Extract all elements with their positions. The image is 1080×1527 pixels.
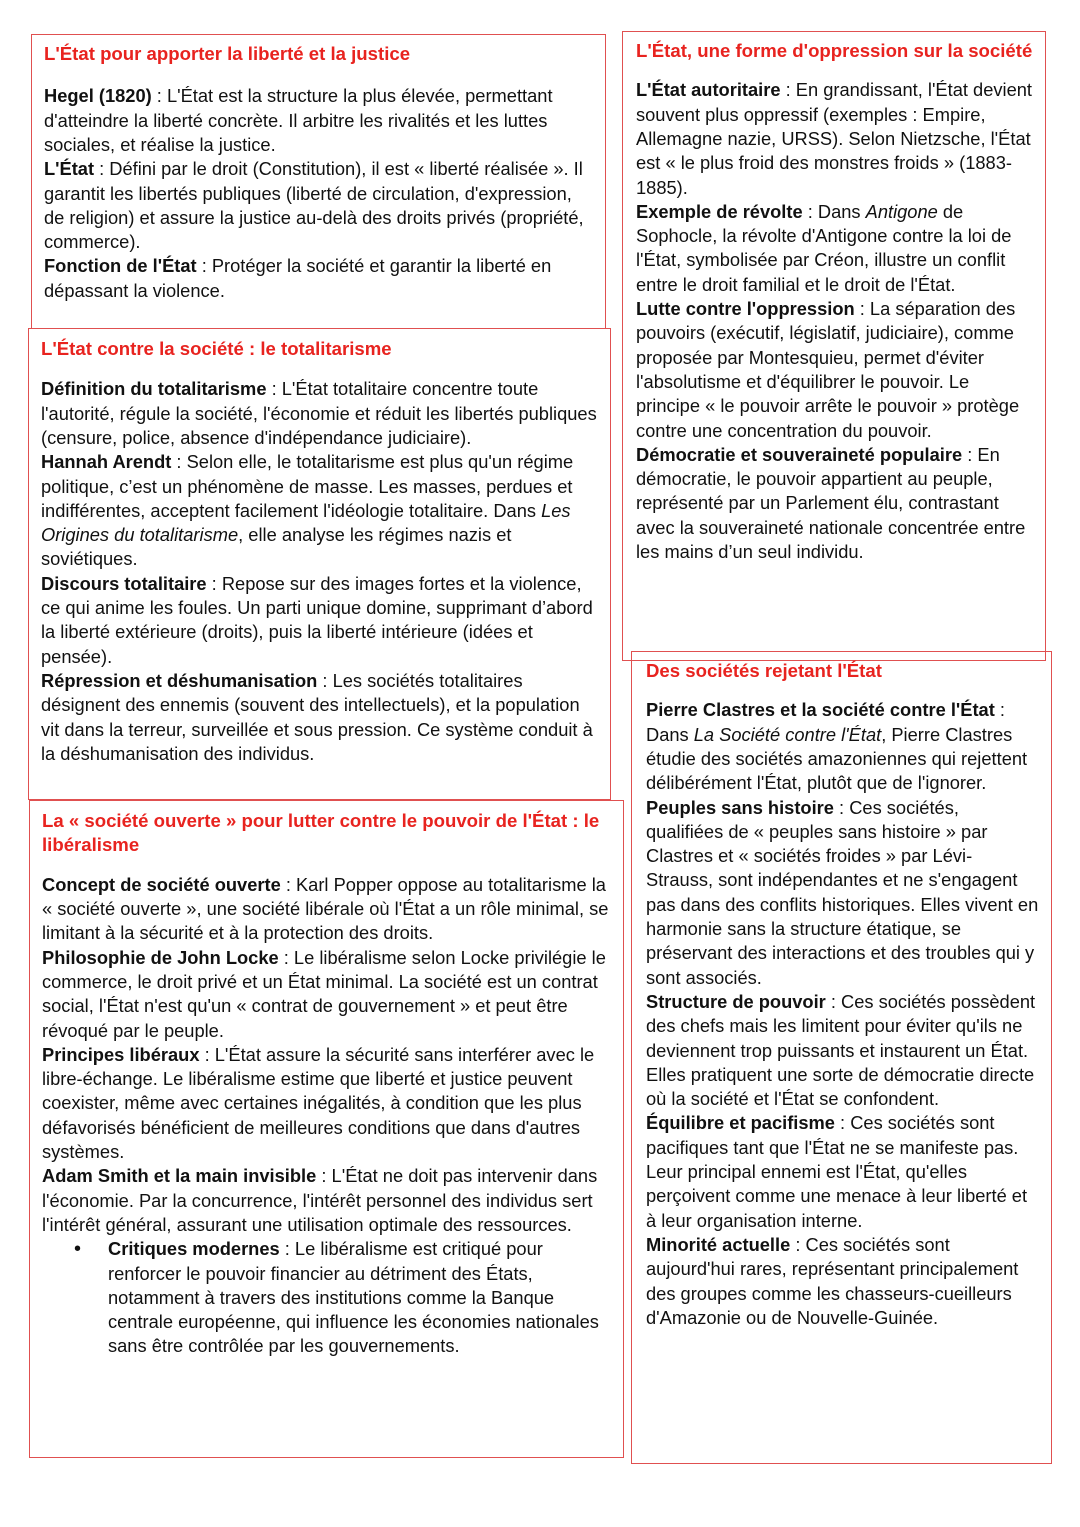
text: : La séparation des pouvoirs (exécutif, législatif, judiciaire), comme proposée par Montesquieu, permet d'éviter l'absolutisme et d'équilibrer le pouvoir. Le principe « le pouvoir arrête le pouvoir » protège contre une concentration du pouvoir. xyxy=(636,298,1020,441)
section-liberte-justice xyxy=(31,34,606,329)
term: Pierre Clastres et la société contre l'État xyxy=(646,699,995,721)
text: : Ces sociétés possèdent des chefs mais les limitent pour éviter qu'ils ne deviennent trop puissants et instaurent un État. Elles pratiquent une sorte de démocratie directe où la société et l'État se confondent. xyxy=(646,990,1036,1110)
bullet-list xyxy=(42,1237,611,1358)
text: : En démocratie, le pouvoir appartient au peuple, représenté par un Parlement élu, contrastant avec la souveraineté nationale concentrée entre les mains d’un seul individu. xyxy=(636,443,1026,563)
book-title: Les Origines du totalitarisme xyxy=(41,499,571,546)
list-item xyxy=(108,1237,611,1358)
section-body xyxy=(646,698,1039,1330)
text: : L'État est la structure la plus élevée, permettant d'atteindre la liberté concrète. Il arbitre les rivalités et les luttes sociales, et réalise la justice. xyxy=(44,85,553,155)
text: : Le libéralisme est critiqué pour renforcer le pouvoir financier au détriment des États, notamment à travers des institutions comme la Banque centrale européenne, qui influence les économies nationales sans être contrôlée par les gouvernements. xyxy=(108,1238,599,1357)
text: : Le libéralisme selon Locke privilégie le commerce, le droit privé et un État minimal. La société est un contrat social, l'État n'est qu'un « contrat de gouvernement » et peut être révoqué par le peuple. xyxy=(42,946,606,1041)
section-body xyxy=(636,78,1033,564)
paragraph xyxy=(636,297,1033,443)
text: : Dans xyxy=(646,699,1005,745)
text: : Karl Popper oppose au totalitarisme la « société ouverte », une société libérale où l'État a un rôle minimal, se limitant à la sécurité et à la protection des droits. xyxy=(42,873,609,944)
paragraph xyxy=(41,572,598,669)
section-societe-ouverte xyxy=(29,800,624,1458)
text: : En grandissant, l'État devient souvent plus oppressif (exemples : Empire, Allemagne nazie, URSS). Selon Nietzsche, l'État est « le plus froid des monstres froids » (1883-1885). xyxy=(636,79,1032,198)
term: Discours totalitaire xyxy=(41,572,207,594)
term: Démocratie et souveraineté populaire xyxy=(636,443,963,465)
text: : Défini par le droit (Constitution), il est « liberté réalisée ». Il garantit les libertés publiques (liberté de circulation, d'expression, de religion) et assure la justice au-delà des droits privés (propriété, commerce). xyxy=(44,158,584,253)
text: : Ces sociétés sont pacifiques tant que l'État ne se manifeste pas. Leur principal ennemi est l'État, qu'elles perçoivent comme une menace à leur liberté et à leur organisation interne. xyxy=(646,1112,1028,1231)
section-title: Des sociétés rejetant l'État xyxy=(646,660,882,681)
paragraph xyxy=(646,990,1039,1111)
term: Structure de pouvoir xyxy=(646,990,826,1012)
section-body xyxy=(44,84,593,303)
paragraph xyxy=(646,796,1039,990)
section-body xyxy=(42,873,611,1359)
paragraph xyxy=(42,1043,611,1164)
paragraph xyxy=(636,200,1033,297)
text: : L'État ne doit pas intervenir dans l'économie. Par la concurrence, l'intérêt personnel des individus sert l'intérêt général, assurant une utilisation optimale des ressources. xyxy=(42,1165,598,1235)
term: Définition du totalitarisme xyxy=(41,378,267,400)
text: : Les sociétés totalitaires désignent des ennemis (souvent des intellectuels), et la population vit dans la terreur, surveillée et sous pression. Ce système conduit à la déshumanisation des individus. xyxy=(41,669,593,764)
paragraph xyxy=(42,1164,611,1237)
section-title: La « société ouverte » pour lutter contre le pouvoir de l'État : le libéralisme xyxy=(42,810,600,856)
paragraph xyxy=(42,946,611,1043)
section-title: L'État, une forme d'oppression sur la société xyxy=(636,40,1033,61)
term: Philosophie de John Locke xyxy=(42,946,279,968)
term: Principes libéraux xyxy=(42,1043,200,1065)
term: L'État autoritaire xyxy=(636,79,781,101)
paragraph xyxy=(41,669,598,766)
paragraph xyxy=(41,377,598,450)
paragraph xyxy=(42,873,611,946)
term: Adam Smith et la main invisible xyxy=(42,1165,317,1187)
paragraph xyxy=(44,157,593,254)
section-rejet-etat xyxy=(631,651,1052,1464)
book-title: Antigone xyxy=(865,200,938,222)
term: Répression et déshumanisation xyxy=(41,669,318,691)
text: : Repose sur des images fortes et la violence, ce qui anime les foules. Un parti unique domine, supprimant d’abord la liberté extérieure (droits), puis la liberté intérieure (idées et pensée). xyxy=(41,572,593,667)
term: Peuples sans histoire xyxy=(646,796,834,818)
paragraph xyxy=(44,254,593,303)
text: de Sophocle, la révolte d'Antigone contre la loi de l'État, symbolisée par Créon, illustre un conflit entre le droit familial et le droit de l'État. xyxy=(636,200,1012,295)
text: : Protéger la société et garantir la liberté en dépassant la violence. xyxy=(44,255,552,301)
term: Fonction de l'État xyxy=(44,255,197,277)
text: : Dans xyxy=(802,200,866,222)
text: : L'État assure la sécurité sans interférer avec le libre-échange. Le libéralisme estime que liberté et justice peuvent coexister, même avec certaines inégalités, à condition que les plus défavorisés bénéficient de meilleures conditions que dans d'autres systèmes. xyxy=(42,1043,595,1163)
term: Lutte contre l'oppression xyxy=(636,298,855,320)
paragraph xyxy=(44,84,593,157)
paragraph xyxy=(636,443,1033,564)
text: : Ces sociétés sont aujourd'hui rares, représentant principalement des groupes comme les chasseurs-cueilleurs d'Amazonie ou de Nouvelle-Guinée. xyxy=(646,1233,1019,1328)
section-title: L'État contre la société : le totalitarisme xyxy=(41,338,392,359)
book-title: La Société contre l'État xyxy=(693,723,882,745)
section-totalitarisme xyxy=(28,328,611,800)
text: : Selon elle, le totalitarisme est plus qu'un régime politique, c’est un phénomène de masse. Les masses, perdues et indifférentes, acceptent facilement l'idéologie totalitaire. Dans xyxy=(41,451,574,521)
section-oppression xyxy=(622,31,1046,661)
text: : L'État totalitaire concentre toute l'autorité, régule la société, l'économie et réduit les libertés publiques (censure, police, absence d'indépendance judiciaire). xyxy=(41,378,597,448)
text: , Pierre Clastres étudie des sociétés amazoniennes qui rejettent délibérément l'État, plutôt que de l'ignorer. xyxy=(646,723,1028,794)
term: Équilibre et pacifisme xyxy=(646,1112,835,1134)
paragraph xyxy=(646,1233,1039,1330)
section-title: L'État pour apporter la liberté et la justice xyxy=(44,43,411,64)
paragraph xyxy=(646,1111,1039,1232)
section-body xyxy=(41,377,598,766)
text: : Ces sociétés, qualifiées de « peuples sans histoire » par Clastres et « sociétés froides » par Lévi-Strauss, sont indépendantes et ne s'engagent pas dans des conflits historiques. Elles vivent en harmonie sans la structure étatique, se préservant des interactions et des troubles qui y sont associés. xyxy=(646,796,1039,988)
paragraph xyxy=(646,698,1039,795)
term: Critiques modernes xyxy=(108,1238,280,1260)
term: Exemple de révolte xyxy=(636,200,803,222)
term: Hegel (1820) xyxy=(44,85,152,107)
term: Concept de société ouverte xyxy=(42,873,281,895)
term: Hannah Arendt xyxy=(41,451,172,473)
paragraph xyxy=(636,78,1033,199)
paragraph xyxy=(41,450,598,571)
term: Minorité actuelle xyxy=(646,1233,791,1255)
term: L'État xyxy=(44,158,95,180)
text: , elle analyse les régimes nazis et soviétiques. xyxy=(41,524,512,570)
